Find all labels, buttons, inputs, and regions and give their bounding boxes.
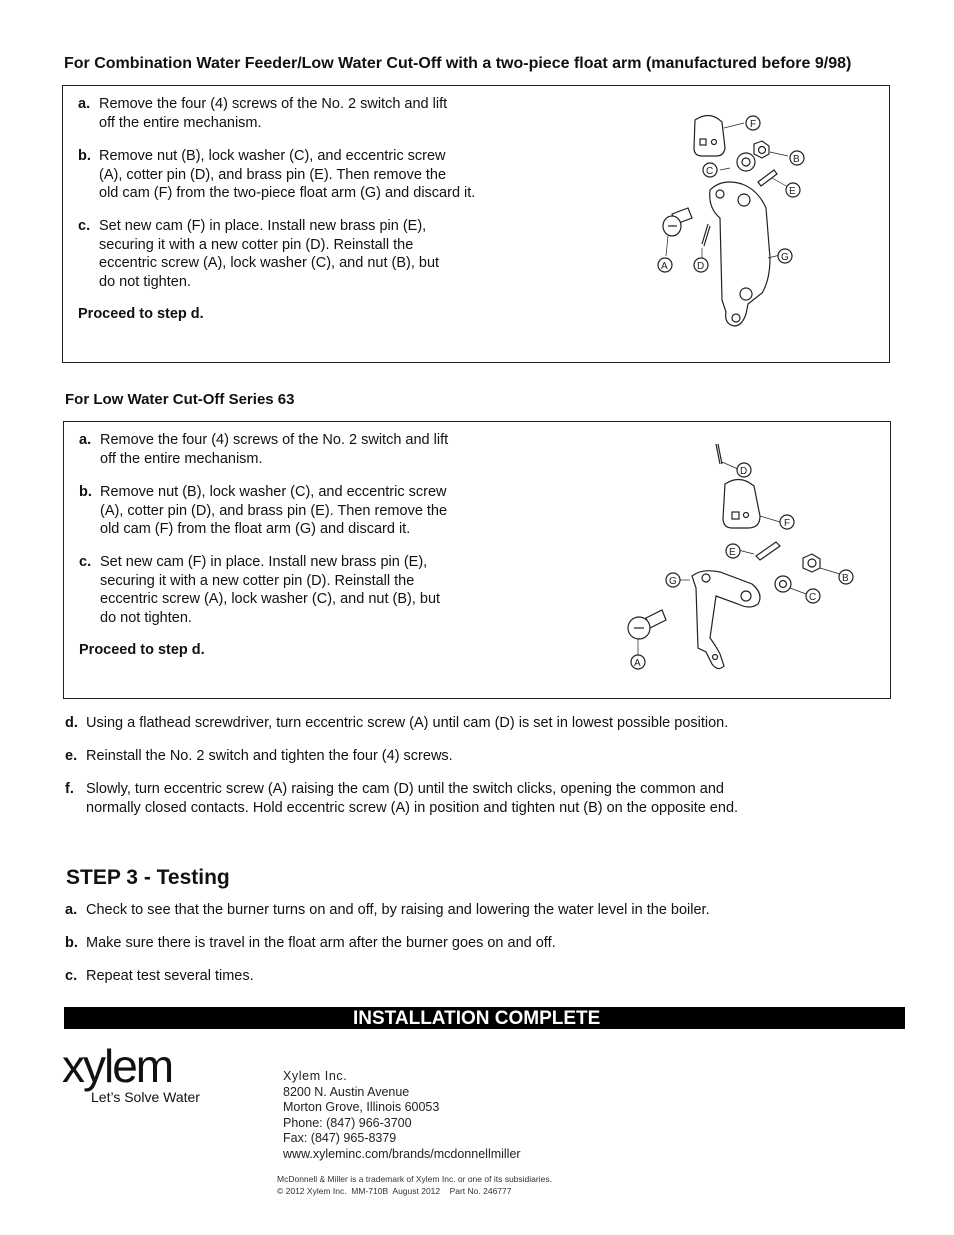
step-line: Remove the four (4) screws of the No. 2 switch and lift xyxy=(99,96,448,112)
step-line: Check to see that the burner turns on and off, by raising and lowering the water level in the boiler. xyxy=(86,902,710,918)
section1-step-c xyxy=(78,217,439,291)
step-line: Set new cam (F) in place. Install new brass pin (E), xyxy=(100,554,428,570)
step-letter: b. xyxy=(65,935,78,951)
step-line: securing it with a new cotter pin (D). Reinstall the xyxy=(99,236,414,253)
step-letter: a. xyxy=(78,96,91,112)
label-e: E xyxy=(789,186,796,197)
company-address xyxy=(283,1069,521,1163)
step-letter: c. xyxy=(79,554,92,570)
address-street: 8200 N. Austin Avenue xyxy=(283,1084,410,1099)
label-g: G xyxy=(781,252,789,263)
step-line: Remove nut (B), lock washer (C), and eccentric screw xyxy=(99,148,446,164)
banner-text: INSTALLATION COMPLETE xyxy=(353,1008,601,1029)
step-line: (A), cotter pin (D), and brass pin (E). Then remove the xyxy=(99,166,447,183)
section2-proceed: Proceed to step d. xyxy=(79,642,205,658)
step3-step-b xyxy=(65,934,556,953)
label-f: F xyxy=(750,119,757,130)
step-line: off the entire mechanism. xyxy=(100,450,263,467)
label-a: A xyxy=(661,261,668,272)
label-e: E xyxy=(729,547,736,558)
fine-print xyxy=(277,1173,552,1197)
label-a: A xyxy=(634,658,641,669)
step-line: securing it with a new cotter pin (D). Reinstall the xyxy=(100,572,415,589)
step-line: eccentric screw (A), lock washer (C), and nut (B), but xyxy=(99,255,440,271)
section1-step-b xyxy=(78,147,475,203)
step-letter: a. xyxy=(65,902,78,918)
logo-tagline: Let’s Solve Water xyxy=(91,1089,200,1105)
logo-wordmark: xylem xyxy=(62,1042,173,1092)
trademark-note: McDonnell & Miller is a trademark of Xylem Inc. or one of its subsidiaries. xyxy=(277,1174,552,1184)
common-step-f xyxy=(65,780,738,817)
step-letter: b. xyxy=(79,484,92,500)
step-line: Repeat test several times. xyxy=(86,968,254,984)
label-b: B xyxy=(793,154,800,165)
step-line: old cam (F) from the float arm (G) and discard it. xyxy=(100,521,411,537)
step-line: do not tighten. xyxy=(100,609,192,626)
step-letter: c. xyxy=(78,218,91,234)
step3-step-a xyxy=(65,901,710,920)
address-phone: Phone: (847) 966-3700 xyxy=(283,1115,412,1130)
label-c: C xyxy=(809,592,817,603)
address-company: Xylem Inc. xyxy=(283,1069,348,1083)
common-step-d xyxy=(65,714,728,733)
xylem-logo xyxy=(62,1042,252,1115)
step-line: Remove nut (B), lock washer (C), and eccentric screw xyxy=(100,484,447,500)
label-f: F xyxy=(784,518,791,529)
installation-complete-banner xyxy=(64,1007,905,1029)
step-letter: e. xyxy=(65,748,78,764)
step-line: (A), cotter pin (D), and brass pin (E). Then remove the xyxy=(100,502,448,519)
section1-step-a xyxy=(78,95,447,132)
step-line: Make sure there is travel in the float arm after the burner goes on and off. xyxy=(86,935,556,951)
address-city: Morton Grove, Illinois 60053 xyxy=(283,1100,440,1115)
label-c: C xyxy=(706,166,714,177)
step-letter: d. xyxy=(65,715,78,731)
step-line: off the entire mechanism. xyxy=(99,114,262,131)
step-line: Remove the four (4) screws of the No. 2 switch and lift xyxy=(100,432,449,448)
section2-step-a xyxy=(79,431,448,468)
address-fax: Fax: (847) 965-8379 xyxy=(283,1131,397,1146)
section1-heading: For Combination Water Feeder/Low Water Cut-Off with a two-piece float arm (manufactured before 9/98) xyxy=(64,55,852,72)
section1-proceed: Proceed to step d. xyxy=(78,306,204,322)
exploded-diagram-series-63 xyxy=(620,438,860,678)
section2-step-c xyxy=(79,553,440,627)
label-g: G xyxy=(669,576,677,587)
step-letter: f. xyxy=(65,781,74,797)
step-line: old cam (F) from the two-piece float arm (G) and discard it. xyxy=(99,185,476,201)
step-line: Set new cam (F) in place. Install new brass pin (E), xyxy=(99,218,427,234)
step3-title: STEP 3 - Testing xyxy=(66,866,230,889)
step-line: normally closed contacts. Hold eccentric screw (A) in position and tighten nut (B) on the opposite end. xyxy=(86,799,739,816)
copyright-note: © 2012 Xylem Inc. MM-710B August 2012 Part No. 246777 xyxy=(277,1186,512,1196)
step-line: Slowly, turn eccentric screw (A) raising the cam (D) until the switch clicks, opening the common and xyxy=(86,781,724,797)
section2-step-b xyxy=(79,483,447,539)
label-b: B xyxy=(842,573,849,584)
step-line: Reinstall the No. 2 switch and tighten the four (4) screws. xyxy=(86,748,453,764)
label-d: D xyxy=(740,466,748,477)
exploded-diagram-two-piece-float-arm xyxy=(650,108,820,343)
common-step-e xyxy=(65,747,453,766)
label-d: D xyxy=(697,261,705,272)
section2-heading: For Low Water Cut-Off Series 63 xyxy=(65,391,295,408)
step-letter: b. xyxy=(78,148,91,164)
step-line: eccentric screw (A), lock washer (C), and nut (B), but xyxy=(100,591,441,607)
step-letter: c. xyxy=(65,968,78,984)
step-line: do not tighten. xyxy=(99,273,191,290)
step-line: Using a flathead screwdriver, turn eccentric screw (A) until cam (D) is set in lowest possible position. xyxy=(86,715,729,731)
step-letter: a. xyxy=(79,432,92,448)
address-web: www.xyleminc.com/brands/mcdonnellmiller xyxy=(283,1146,521,1161)
step3-step-c xyxy=(65,967,254,986)
